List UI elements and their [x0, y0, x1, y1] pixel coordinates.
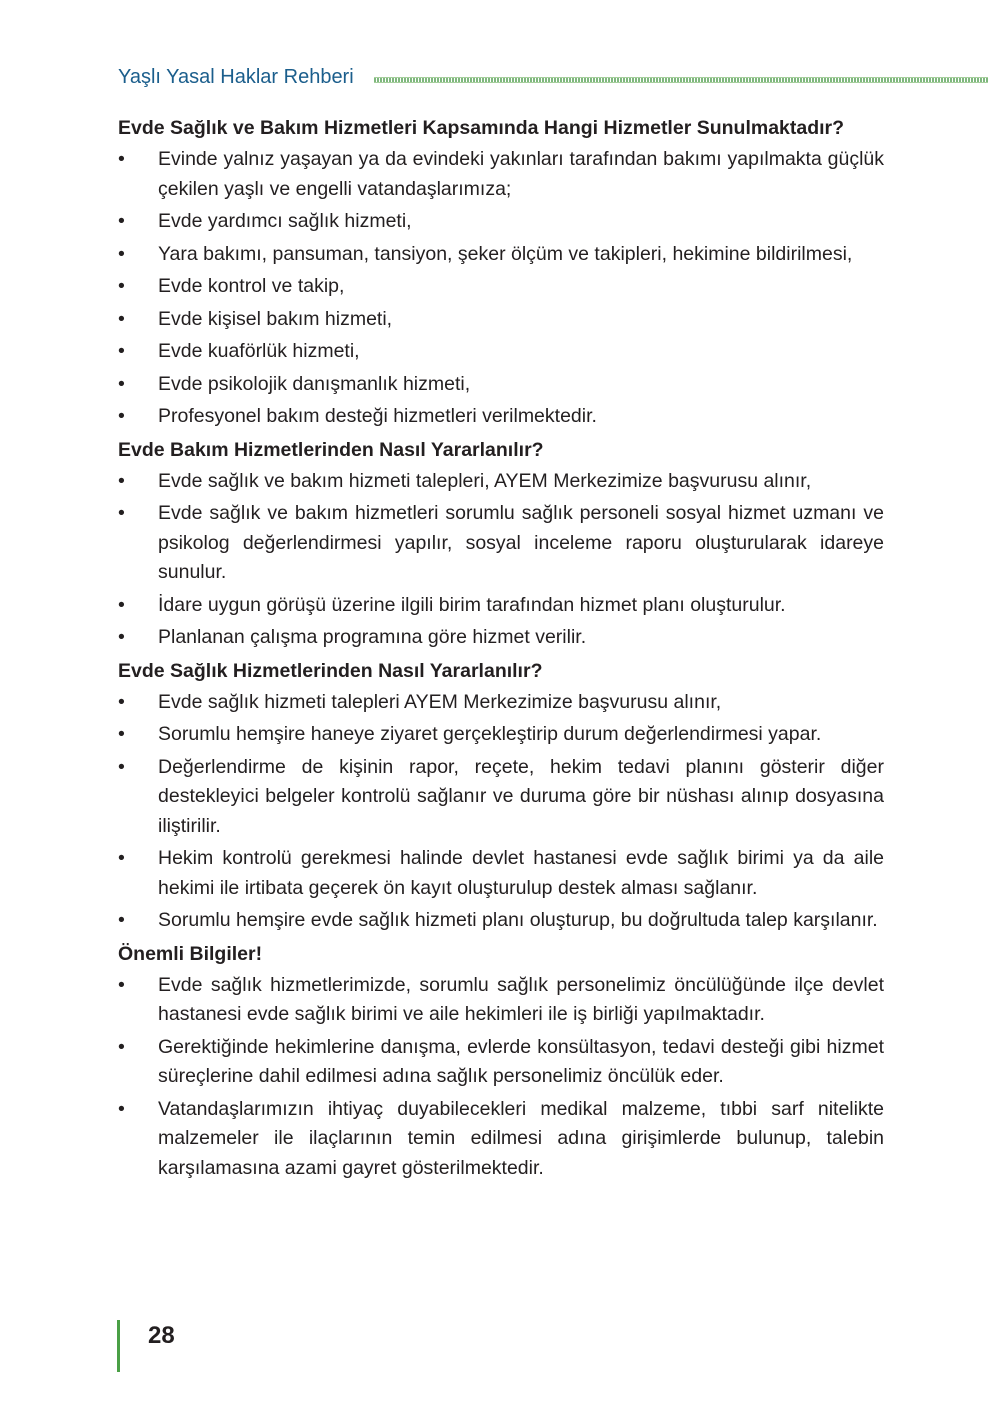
section-care-services [118, 435, 884, 653]
list-item-text: Evde kontrol ve takip, [158, 275, 345, 297]
page-header [118, 62, 988, 92]
list-item-text: Evde kişisel bakım hizmeti, [158, 307, 393, 330]
section-heading: Evde Sağlık ve Bakım Hizmetleri Kapsamında Hangi Hizmetler Sunulmaktadır? [118, 117, 845, 139]
bullet-icon: • [118, 1035, 125, 1058]
header-rule [374, 77, 988, 83]
list-item-text: Evde psikolojik danışmanlık hizmeti, [158, 372, 471, 395]
list-item [118, 720, 884, 750]
footer-accent-bar [117, 1320, 120, 1372]
list-item-text: Evde kuaförlük hizmeti, [158, 340, 360, 362]
list-item-text: Evde sağlık ve bakım hizmetleri sorumlu sağlık personeli sosyal hizmet uzmanı ve psikolog değerlendirmesi yapılır, sosyal inceleme raporu oluşturularak idareye sunulur. [158, 502, 884, 583]
bullet-icon: • [118, 755, 125, 778]
bullet-icon: • [118, 307, 125, 330]
list-item-text: İdare uygun görüşü üzerine ilgili birim tarafından hizmet planı oluşturulur. [158, 593, 786, 616]
list-item [118, 337, 884, 367]
bullet-icon: • [118, 210, 125, 232]
list-item [118, 971, 884, 1030]
bullet-list [118, 971, 884, 1184]
section-heading: Evde Sağlık Hizmetlerinden Nasıl Yararlanılır? [118, 659, 543, 682]
list-item [118, 467, 884, 497]
list-item [118, 844, 884, 903]
bullet-list [118, 467, 884, 653]
bullet-icon: • [118, 502, 125, 524]
list-item-text: Evinde yalnız yaşayan ya da evindeki yakınları tarafından bakımı yapılmakta güçlük çekilen yaşlı ve engelli vatandaşlarımıza; [158, 148, 884, 200]
list-item [118, 207, 884, 237]
bullet-icon: • [118, 909, 125, 931]
list-item-text: Gerektiğinde hekimlerine danışma, evlerde konsültasyon, tedavi desteği gibi hizmet süreçlerine dahil edilmesi adına sağlık personelimiz öncülük eder. [158, 1035, 884, 1087]
section-important-info [118, 939, 884, 1184]
list-item [118, 753, 884, 842]
list-item-text: Yara bakımı, pansuman, tansiyon, şeker ölçüm ve takipleri, hekimine bildirilmesi, [158, 242, 853, 265]
list-item-text: Vatandaşlarımızın ihtiyaç duyabilecekleri medikal malzeme, tıbbi sarf nitelikte malzemeler ile ilaçlarının temin edilmesi adına girişimlerde bulunup, talebin karşılamasına azami gayret gösterilmektedir. [158, 1097, 884, 1179]
bullet-icon: • [118, 242, 125, 265]
list-item [118, 1033, 884, 1092]
bullet-icon: • [118, 690, 125, 713]
bullet-icon: • [118, 275, 125, 297]
list-item [118, 305, 884, 335]
bullet-list [118, 688, 884, 936]
bullet-icon: • [118, 340, 125, 362]
list-item [118, 591, 884, 621]
list-item-text: Sorumlu hemşire haneye ziyaret gerçekleştirip durum değerlendirmesi yapar. [158, 723, 822, 745]
list-item-text: Planlanan çalışma programına göre hizmet verilir. [158, 626, 587, 648]
section-heading: Önemli Bilgiler! [118, 942, 263, 965]
bullet-icon: • [118, 626, 125, 648]
section-health-services [118, 656, 884, 936]
header-title: Yaşlı Yasal Haklar Rehberi [118, 65, 354, 88]
bullet-icon: • [118, 593, 125, 616]
list-item [118, 145, 884, 204]
bullet-icon: • [118, 973, 125, 996]
bullet-icon: • [118, 148, 125, 170]
bullet-icon: • [118, 723, 125, 745]
bullet-icon: • [118, 1097, 125, 1120]
section-heading: Evde Bakım Hizmetlerinden Nasıl Yararlanılır? [118, 438, 544, 461]
list-item [118, 402, 884, 432]
list-item-text: Değerlendirme de kişinin rapor, reçete, hekim tedavi planını gösterir diğer destekleyici belgeler kontrolü sağlanır ve duruma göre bir nüshası alınıp dosyasına iliştirilir. [158, 755, 884, 837]
list-item [118, 240, 884, 270]
list-item-text: Evde yardımcı sağlık hizmeti, [158, 210, 412, 232]
list-item [118, 688, 884, 718]
list-item [118, 906, 884, 936]
list-item-text: Evde sağlık hizmetlerimizde, sorumlu sağlık personelimiz öncülüğünde ilçe devlet hastanesi evde sağlık birimi ve aile hekimleri ile iş birliği yapılmaktadır. [158, 973, 884, 1025]
bullet-icon: • [118, 405, 125, 427]
list-item-text: Sorumlu hemşire evde sağlık hizmeti planı oluşturup, bu doğrultuda talep karşılanır. [158, 909, 878, 931]
list-item [118, 499, 884, 588]
section-services [118, 113, 884, 432]
page-content [118, 113, 884, 1186]
bullet-list [118, 145, 884, 432]
list-item [118, 272, 884, 302]
bullet-icon: • [118, 372, 125, 395]
list-item-text: Hekim kontrolü gerekmesi halinde devlet hastanesi evde sağlık birimi ya da aile hekimi ile irtibata geçerek ön kayıt oluşturulup destek alması sağlanır. [158, 847, 884, 899]
list-item [118, 623, 884, 653]
list-item-text: Profesyonel bakım desteği hizmetleri verilmektedir. [158, 405, 597, 427]
bullet-icon: • [118, 469, 125, 492]
page-number: 28 [148, 1322, 175, 1349]
bullet-icon: • [118, 847, 125, 869]
list-item [118, 1095, 884, 1184]
list-item-text: Evde sağlık hizmeti talepleri AYEM Merkezimize başvurusu alınır, [158, 690, 722, 713]
list-item [118, 370, 884, 400]
list-item-text: Evde sağlık ve bakım hizmeti talepleri, AYEM Merkezimize başvurusu alınır, [158, 469, 812, 492]
